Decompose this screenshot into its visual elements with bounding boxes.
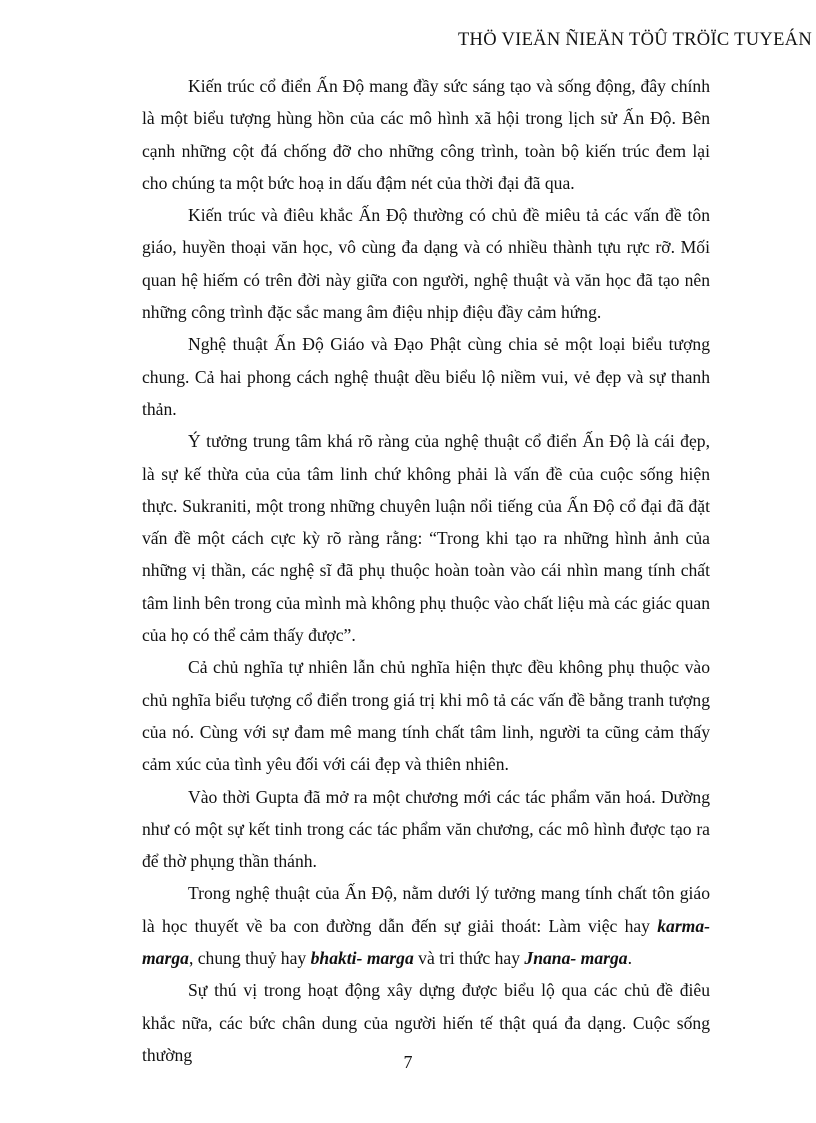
paragraph-gupta: Vào thời Gupta đã mở ra một chương mới các tác phẩm văn hoá. Dường như có một sự kết tinh trong các tác phẩm văn chương, các mô hình được tạo ra để thờ phụng thần thánh. <box>142 786 710 872</box>
paths-text-before: Trong nghệ thuật của Ấn Độ, nằm dưới lý tưởng mang tính chất tôn giáo là học thuyết về ba con đường dẫn đến sự giải thoát: Làm việc hay <box>142 883 710 936</box>
paths-text-mid2: và tri thức hay <box>413 948 525 969</box>
running-header: THÖ VIEÄN ÑIEÄN TÖÛ TRÖÏC TUYEÁN <box>457 30 812 50</box>
paragraph-central-idea: Ý tưởng trung tâm khá rõ ràng của nghệ thuật cổ điển Ấn Độ là cái đẹp, là sự kế thừa của của tâm linh chứ không phải là vấn đề của cuộc sống hiện thực. Sukraniti, một trong những chuyên luận nổi tiếng của Ấn Độ cổ đại đã đặt vấn đề một cách cực kỳ rõ ràng rằng: “Trong khi tạo ra những hình ảnh của những vị thần, các nghệ sĩ đã phụ thuộc hoàn toàn vào cái nhìn mang tính chất tâm linh bên trong của mình mà không phụ thuộc vào chất liệu mà các giác quan của họ có thể cảm thấy được”. <box>142 431 710 646</box>
paths-text-mid1: , chung thuỷ hay <box>188 948 311 969</box>
paragraph-liberation-paths <box>142 877 710 974</box>
paragraph-naturalism: Cả chủ nghĩa tự nhiên lẫn chủ nghĩa hiện thực đều không phụ thuộc vào chủ nghĩa biểu tượng cổ điển trong giá trị khi mô tả các vấn đề bằng tranh tượng của nó. Cùng với sự đam mê mang tính chất tâm linh, người ta cũng cảm thấy cảm xúc của tình yêu đối với cái đẹp và thiên nhiên. <box>142 657 710 775</box>
paths-text-after: . <box>627 948 632 969</box>
page-number: 7 <box>403 1052 413 1072</box>
paragraph-architecture: Kiến trúc cổ điển Ấn Độ mang đầy sức sáng tạo và sống động, đây chính là một biểu tượng hùng hồn của các mô hình xã hội trong lịch sử Ấn Độ. Bên cạnh những cột đá chống đỡ cho những công trình, toàn bộ kiến trúc đem lại cho chúng ta một bức hoạ in dấu đậm nét của thời đại đã qua. <box>142 76 710 193</box>
term-karma-marga: karma-marga <box>142 915 710 969</box>
paragraph-construction: Sự thú vị trong hoạt động xây dựng được biểu lộ qua các chủ đề điêu khắc nữa, các bức chân dung của người hiến tế thật quá đa dạng. Cuộc sống thường <box>142 980 710 1065</box>
document-body <box>142 70 710 1071</box>
paragraph-hindu-buddhist-art: Nghệ thuật Ấn Độ Giáo và Đạo Phật cùng chia sẻ một loại biểu tượng chung. Cả hai phong cách nghệ thuật dều biểu lộ niềm vui, vẻ đẹp và sự thanh thản. <box>142 334 710 419</box>
paragraph-sculpture: Kiến trúc và điêu khắc Ấn Độ thường có chủ đề miêu tả các vấn đề tôn giáo, huyền thoại văn học, vô cùng đa dạng và có nhiều thành tựu rực rỡ. Mối quan hệ hiếm có trên đời này giữa con người, nghệ thuật và văn học đã tạo nên những công trình đặc sắc mang âm điệu nhịp điệu đầy cảm hứng. <box>142 205 710 323</box>
term-jnana-marga: Jnana- marga <box>524 948 628 969</box>
term-bhakti-marga: bhakti- marga <box>310 948 414 969</box>
